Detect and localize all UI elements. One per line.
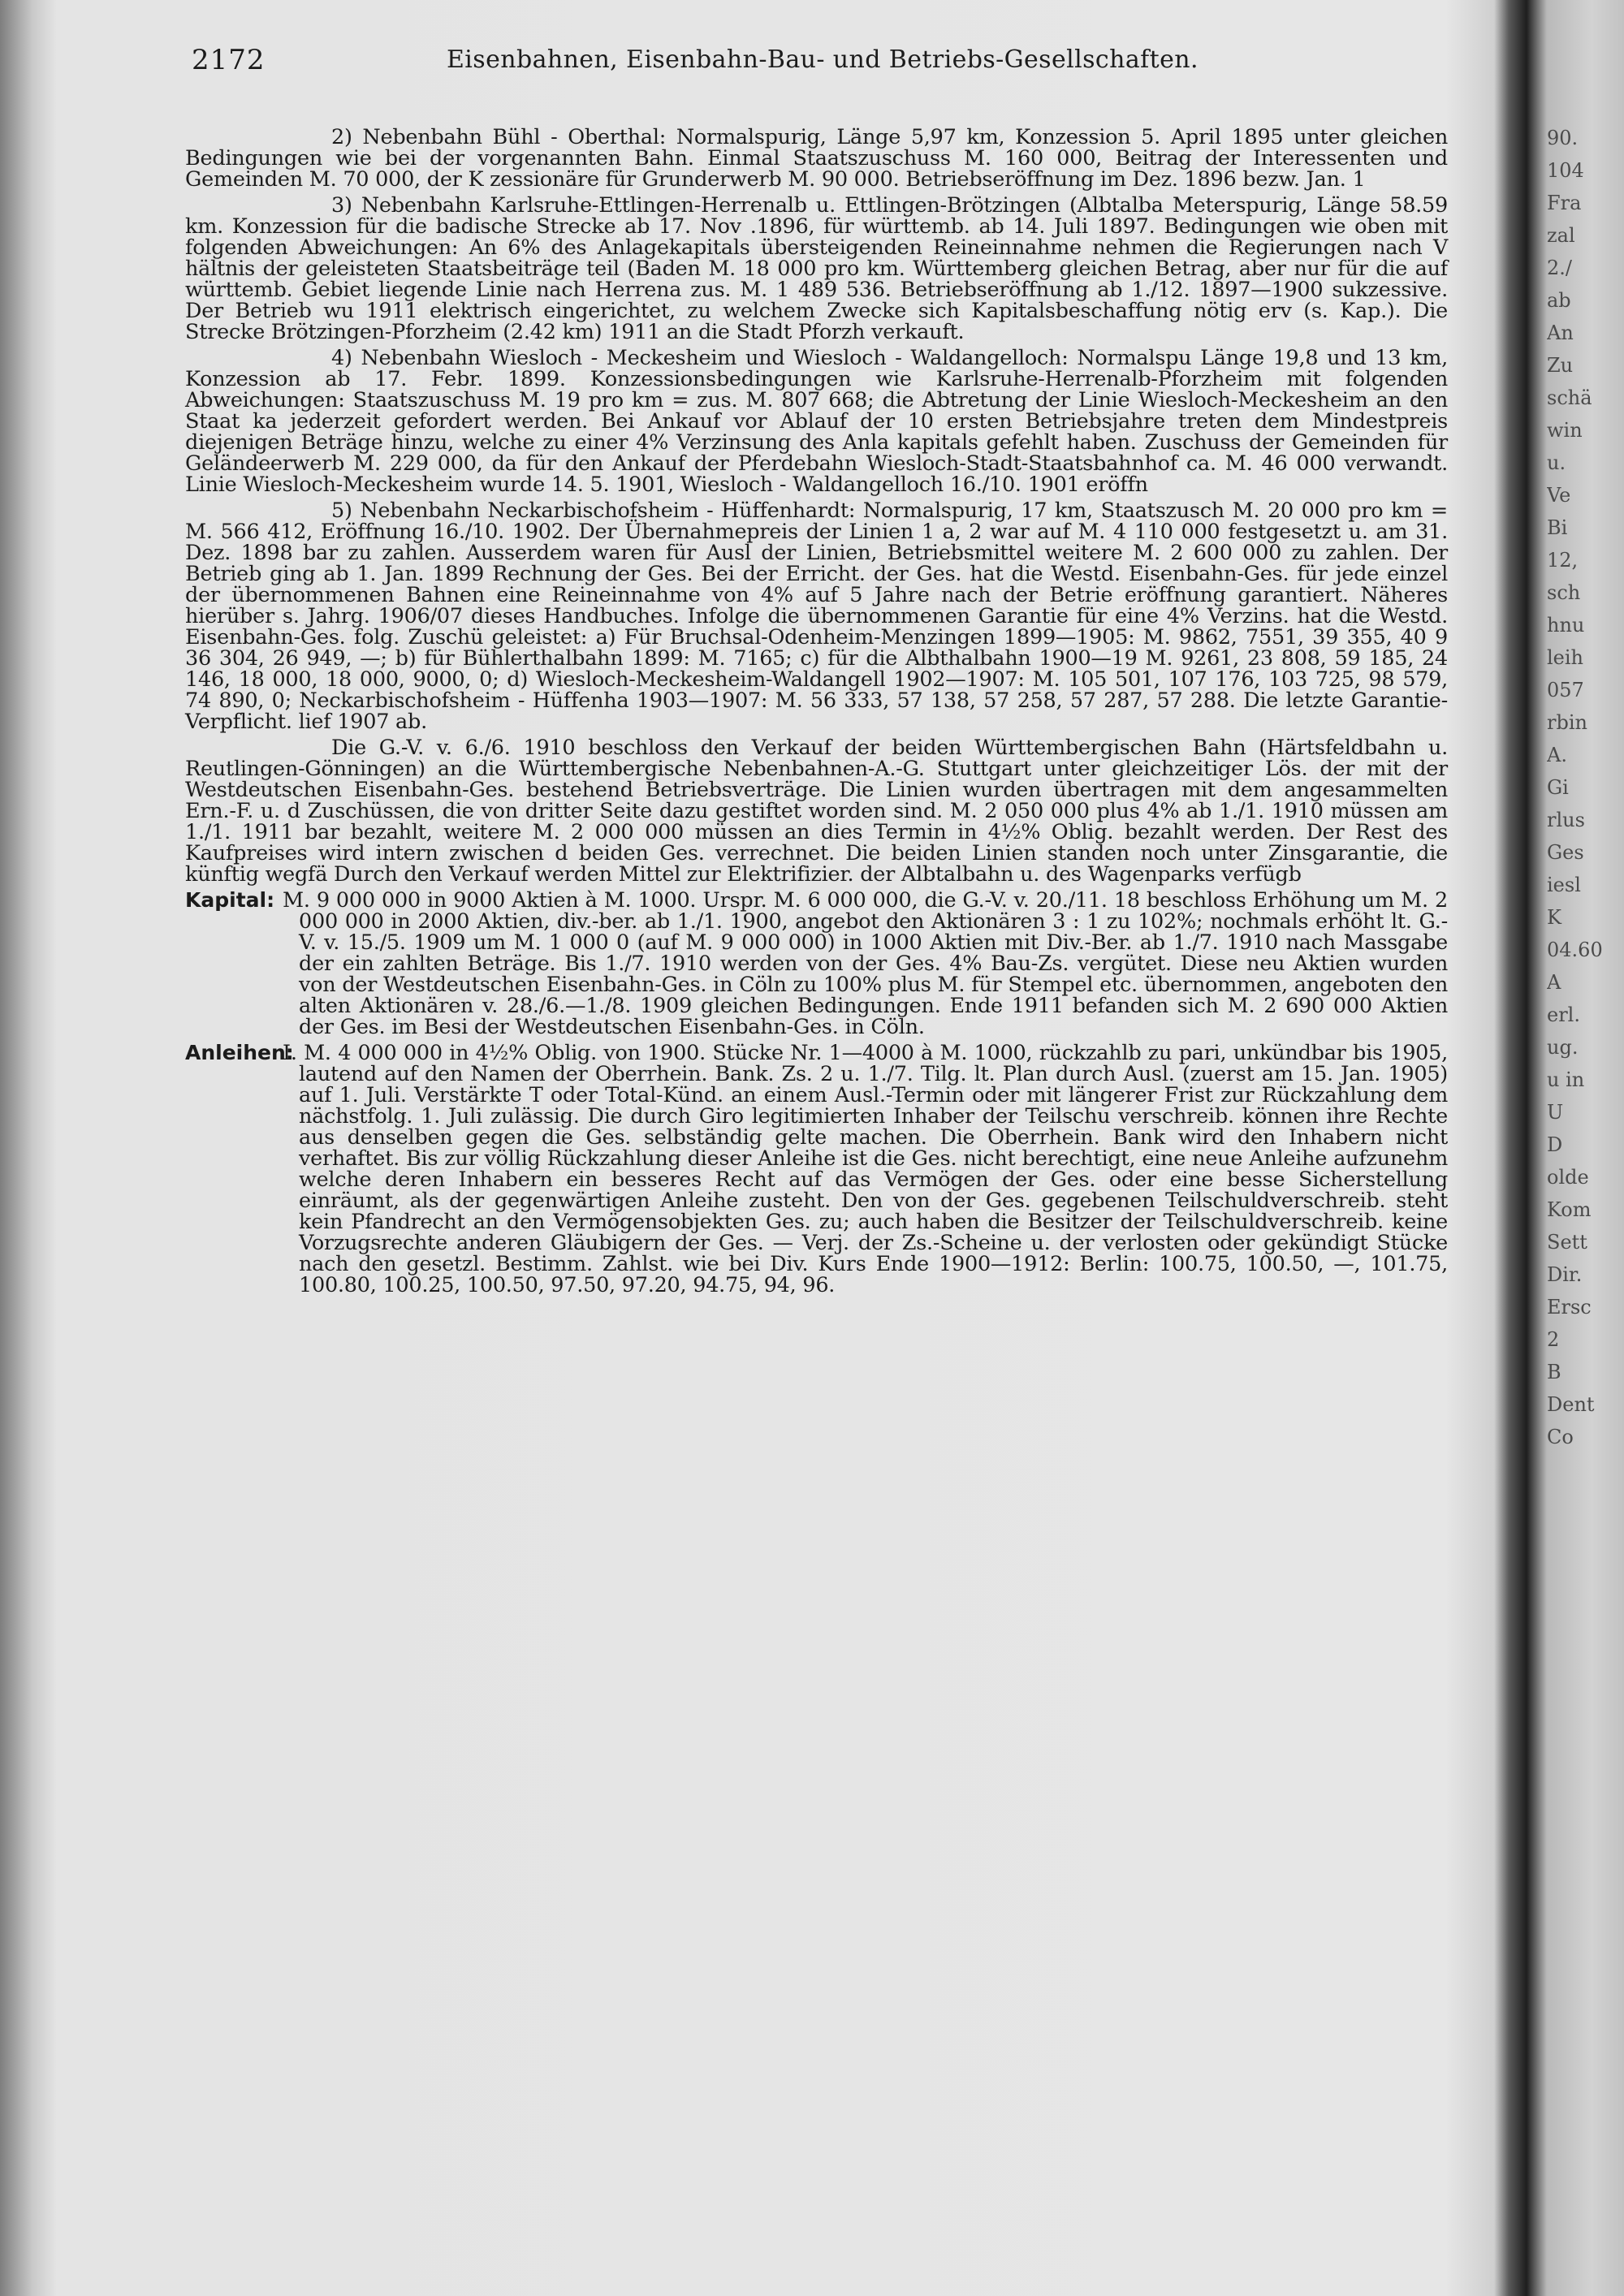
adjacent-page-fragment: Zu (1547, 354, 1574, 377)
adjacent-page-fragment: zal (1547, 224, 1575, 247)
adjacent-page-fragment: rbin (1547, 711, 1587, 734)
adjacent-page-fragment: leih (1547, 646, 1584, 669)
adjacent-page-fragment: olde (1547, 1166, 1589, 1189)
book-page (171, 36, 1502, 2285)
adjacent-page-fragment: K (1547, 906, 1561, 929)
anleihen-entry (185, 1042, 1448, 1296)
section-nebenbahn-karlsruhe-herrenalb: 3) Nebenbahn Karlsruhe-Ettlingen-Herrenalb u. Ettlingen-Brötzingen (Albtalba Meterspurig, Länge 58.59 km. Konzession für die badische Strecke ab 17. Nov .1896, für württemb. ab 14. Juli 1897. Bedingungen wie oben mit folgenden Abweichungen: An 6% des Anlagekapitals übersteigenden Reineinnahme nehmen die Regierungen nach V hältnis der geleisteten Staatsbeiträge teil (Baden M. 18 000 pro km. Württemberg gleichen Betrag, aber nur für die auf württemb. Gebiet liegende Linie nach Herrena zus. M. 1 489 536. Betriebseröffnung ab 1./12. 1897—1900 sukzessive. Der Betrieb wu 1911 elektrisch eingerichtet, zu welchem Zwecke sich Kapitalsbeschaffung nötig erv (s. Kap.). Die Strecke Brötzingen-Pforzheim (2.42 km) 1911 an die Stadt Pforzh verkauft. (185, 193, 1448, 344)
adjacent-page-fragment: ab (1547, 289, 1571, 312)
adjacent-page-fragment: B (1547, 1361, 1561, 1383)
adjacent-page-fragment: Sett (1547, 1231, 1587, 1254)
adjacent-page-fragment: erl. (1547, 1003, 1580, 1026)
adjacent-page-fragment: 04.60 (1547, 939, 1603, 961)
adjacent-page-fragment: u. (1547, 451, 1566, 474)
anleihen-text: I. M. 4 000 000 in 4½% Oblig. von 1900. Stücke Nr. 1—4000 à M. 1000, rückzahlb zu pari, unkündbar bis 1905, lautend auf den Namen der Oberrhein. Bank. Zs. 2 u. 1./7. Tilg. lt. Plan durch Ausl. (zuerst am 15. Jan. 1905) auf 1. Juli. Verstärkte T oder Total-Künd. an einem Ausl.-Termin oder mit längerer Frist zur Rückzahlung dem nächstfolg. 1. Juli zulässig. Die durch Giro legitimierten Inhaber der Teilschu verschreib. können ihre Rechte aus denselben gegen die Ges. selbständig gelte machen. Die Oberrhein. Bank wird den Inhabern nicht verhaftet. Bis zur völlig Rückzahlung dieser Anleihe ist die Ges. nicht berechtigt, eine neue Anleihe aufzunehm welche deren Inhabern ein besseres Recht auf das Vermögen der Ges. oder eine besse Sicherstellung einräumt, als der gegenwärtigen Anleihe zusteht. Den von der Ges. gegebenen Teilschuldverschreib. steht kein Pfandrecht an den Vermögensobjekten Ges. zu; auch haben die Besitzer der Teilschuldverschreib. keine Vorzugsrechte anderen Gläubigern der Ges. — Verj. der Zs.-Scheine u. der verlosten oder gekündigt Stücke nach den gesetzl. Bestimm. Zahlst. wie bei Div. Kurs Ende 1900—1912: Berlin: 100.75, 100.50, —, 101.75, 100.80, 100.25, 100.50, 97.50, 97.20, 94.75, 94, 96. (283, 1041, 1448, 1297)
adjacent-page-fragment: A (1547, 971, 1561, 994)
adjacent-page-fragment: win (1547, 419, 1583, 442)
adjacent-page-fragment: A. (1547, 744, 1567, 766)
adjacent-page-fragment: 12, (1547, 549, 1579, 572)
section-verkauf-wuerttemberg: Die G.-V. v. 6./6. 1910 beschloss den Verkauf der beiden Württembergischen Bahn (Härtsfeldbahn u. Reutlingen-Gönningen) an die Württembergische Nebenbahnen-A.-G. Stuttgart unter gleichzeitiger Lös. der mit der Westdeutschen Eisenbahn-Ges. bestehend Betriebsverträge. Die Linien wurden übertragen mit dem angesammelten Ern.-F. u. d Zuschüssen, die von dritter Seite dazu gestiftet worden sind. M. 2 050 000 plus 4% ab 1./1. 1910 müssen am 1./1. 1911 bar bezahlt, weitere M. 2 000 000 müssen an dies Termin in 4½% Oblig. bezahlt werden. Der Rest des Kaufpreises wird intern zwischen d beiden Ges. verrechnet. Die beiden Linien standen noch unter Zinsgarantie, die künftig wegfä Durch den Verkauf werden Mittel zur Elektrifizier. der Albtalbahn u. des Wagenparks verfügb (185, 736, 1448, 887)
adjacent-page-fragment: Ges (1547, 841, 1584, 864)
page-number: 2172 (192, 44, 266, 76)
adjacent-page-fragment: Dir. (1547, 1263, 1583, 1286)
adjacent-page-fragment: Fra (1547, 192, 1582, 214)
adjacent-page-fragment: 2 (1547, 1328, 1560, 1351)
adjacent-page-fragment: schä (1547, 386, 1592, 409)
adjacent-page-fragment: sch (1547, 581, 1581, 604)
adjacent-page-fragment: u in (1547, 1068, 1585, 1091)
section-nebenbahn-buehl-oberthal: 2) Nebenbahn Bühl - Oberthal: Normalspurig, Länge 5,97 km, Konzession 5. April 1895 unter gleichen Bedingungen wie bei der vorgenannten Bahn. Einmal Staatszuschuss M. 160 000, Beitrag der Interessenten und Gemeinden M. 70 000, der K zessionäre für Grunderwerb M. 90 000. Betriebseröffnung im Dez. 1896 bezw. Jan. 1 (185, 125, 1448, 192)
running-header (171, 44, 1470, 93)
adjacent-page-fragment: 90. (1547, 127, 1579, 149)
adjacent-page-fragment: D (1547, 1133, 1563, 1156)
section-nebenbahn-wiesloch: 4) Nebenbahn Wiesloch - Meckesheim und Wiesloch - Waldangelloch: Normalspu Länge 19,8 und 13 km, Konzession ab 17. Febr. 1899. Konzessionsbedingungen wie Karlsruhe-Herrenalb-Pforzheim mit folgenden Abweichungen: Staatszuschuss M. 19 pro km = zus. M. 807 668; die Abtretung der Linie Wiesloch-Meckesheim an den Staat ka jederzeit gefordert werden. Bei Ankauf vor Ablauf der 10 ersten Betriebsjahre treten dem Mindestpreis diejenigen Beträge hinzu, welche zu einer 4% Verzinsung des Anla kapitals gefehlt haben. Zuschuss der Gemeinden für Geländeerwerb M. 229 000, da für den Ankauf der Pferdebahn Wiesloch-Stadt-Staatsbahnhof ca. M. 46 000 verwandt. Linie Wiesloch-Meckesheim wurde 14. 5. 1901, Wiesloch - Waldangelloch 16./10. 1901 eröffn (185, 346, 1448, 497)
adjacent-page-fragment: An (1547, 322, 1574, 344)
adjacent-page-fragment: rlus (1547, 809, 1585, 831)
adjacent-page-fragment: hnu (1547, 614, 1585, 637)
anleihen-label: Anleihen: (185, 1041, 294, 1064)
adjacent-page-fragment: Dent (1547, 1393, 1595, 1416)
section-nebenbahn-neckarbischofsheim: 5) Nebenbahn Neckarbischofsheim - Hüffenhardt: Normalspurig, 17 km, Staatszusch M. 20 000 pro km = M. 566 412, Eröffnung 16./10. 1902. Der Übernahmepreis der Linien 1 a, 2 war auf M. 4 110 000 festgesetzt u. am 31. Dez. 1898 bar zu zahlen. Ausserdem waren für Ausl der Linien, Betriebsmittel weitere M. 2 600 000 zu zahlen. Der Betrieb ging ab 1. Jan. 1899 Rechnung der Ges. Bei der Erricht. der Ges. hat die Westd. Eisenbahn-Ges. für jede einzel der übernommenen Bahnen eine Reineinnahme von 4% auf 5 Jahre nach der Betrie eröffnung garantiert. Näheres hierüber s. Jahrg. 1906/07 dieses Handbuches. Infolge die übernommenen Garantie für eine 4% Verzins. hat die Westd. Eisenbahn-Ges. folg. Zuschü geleistet: a) Für Bruchsal-Odenheim-Menzingen 1899—1905: M. 9862, 7551, 39 355, 40 9 36 304, 26 949, —; b) für Bühlerthalbahn 1899: M. 7165; c) für die Albthalbahn 1900—19 M. 9261, 23 808, 59 185, 24 146, 18 000, 18 000, 9000, 0; d) Wiesloch-Meckesheim-Waldangell 1902—1907: M. 105 501, 107 176, 103 725, 98 579, 74 890, 0; Neckarbischofsheim - Hüffenha 1903—1907: M. 56 333, 57 138, 57 258, 57 287, 57 288. Die letzte Garantie-Verpflicht. lief 1907 ab. (185, 498, 1448, 734)
kapital-entry (185, 890, 1448, 1038)
adjacent-page-fragment: Bi (1547, 516, 1568, 539)
adjacent-page-fragment: Ersc (1547, 1296, 1592, 1318)
adjacent-page-fragment: Kom (1547, 1198, 1592, 1221)
page-title: Eisenbahnen, Eisenbahn-Bau- und Betriebs-Gesellschaften. (447, 45, 1199, 74)
kapital-text: M. 9 000 000 in 9000 Aktien à M. 1000. Urspr. M. 6 000 000, die G.-V. v. 20./11. 18 beschloss Erhöhung um M. 2 000 000 in 2000 Aktien, div.-ber. ab 1./1. 1900, angebot den Aktionären 3 : 1 zu 102%; nochmals erhöht lt. G.-V. v. 15./5. 1909 um M. 1 000 0 (auf M. 9 000 000) in 1000 Aktien mit Div.-Ber. ab 1./7. 1910 nach Massgabe der ein zahlten Beträge. Bis 1./7. 1910 werden von der Ges. 4% Bau-Zs. vergütet. Diese neu Aktien wurden von der Westdeutschen Eisenbahn-Ges. in Cöln zu 100% plus M. für Stempel etc. übernommen, angeboten den alten Aktionären v. 28./6.—1./8. 1909 gleichen Bedingungen. Ende 1911 befanden sich M. 2 690 000 Aktien der Ges. im Besi der Westdeutschen Eisenbahn-Ges. in Cöln. (283, 888, 1448, 1039)
adjacent-page-fragment: 104 (1547, 159, 1584, 182)
adjacent-page-edge (1547, 122, 1624, 1502)
adjacent-page-fragment: 057 (1547, 679, 1584, 701)
adjacent-page-fragment: U (1547, 1101, 1564, 1124)
adjacent-page-fragment: Gi (1547, 776, 1569, 799)
kapital-label: Kapital: (185, 888, 275, 912)
adjacent-page-fragment: 2./ (1547, 257, 1572, 279)
page-body (185, 127, 1448, 1301)
adjacent-page-fragment: iesl (1547, 874, 1581, 896)
adjacent-page-fragment: ug. (1547, 1036, 1579, 1059)
adjacent-page-fragment: Co (1547, 1426, 1574, 1448)
adjacent-page-fragment: Ve (1547, 484, 1571, 507)
